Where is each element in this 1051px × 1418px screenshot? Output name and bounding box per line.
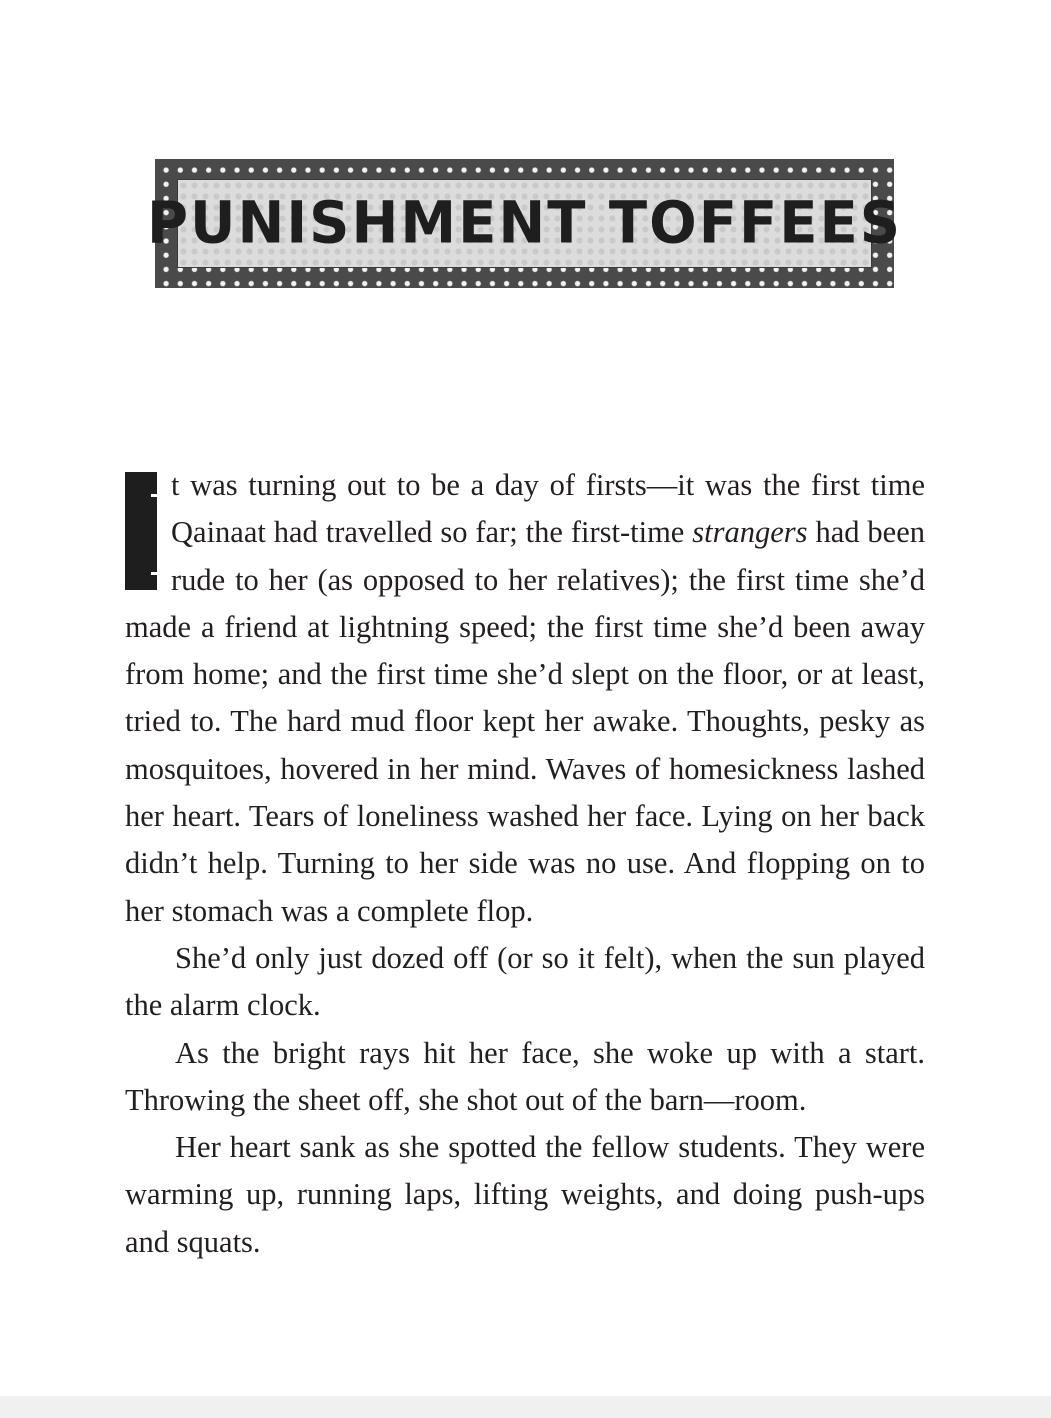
page-bottom-edge <box>0 1396 1051 1418</box>
paragraph-4: Her heart sank as she spotted the fellow students. They were warming up, running laps, lifting weights, and doing push-ups and squats. <box>125 1130 925 1259</box>
chapter-title: PUNISHMENT TOFFEES <box>146 189 903 257</box>
paragraph-3: As the bright rays hit her face, she woke up with a start. Throwing the sheet off, she shot out of the barn—room. <box>125 1035 925 1117</box>
chapter-title-banner <box>146 159 903 288</box>
story-text <box>125 462 925 1266</box>
paragraph-1-lead: t was turning out to be a day of firsts—it was the first time Qainaat had travelled so far; the first-time <box>171 468 925 550</box>
drop-cap <box>125 472 157 590</box>
paragraph-2: She’d only just dozed off (or so it felt), when the sun played the alarm clock. <box>125 940 925 1023</box>
chapter-title-plate <box>146 179 903 268</box>
paragraph-1 <box>125 462 925 935</box>
paragraph-1-rest: had been rude to her (as opposed to her relatives); the first time she’d made a friend at lightning speed; the first time she’d been away from home; and the first time she’d slept on the floor, or at least, tried to. The hard mud floor kept her awake. Thoughts, pesky as mosquitoes, hovered in her mind. Waves of homesickness lashed her heart. Tears of loneliness washed her face. Lying on her back didn’t help. Turning to her side was no use. And flopping on to her stomach was a complete flop. <box>125 515 926 928</box>
paragraph-1-emphasis: strangers <box>692 515 808 550</box>
